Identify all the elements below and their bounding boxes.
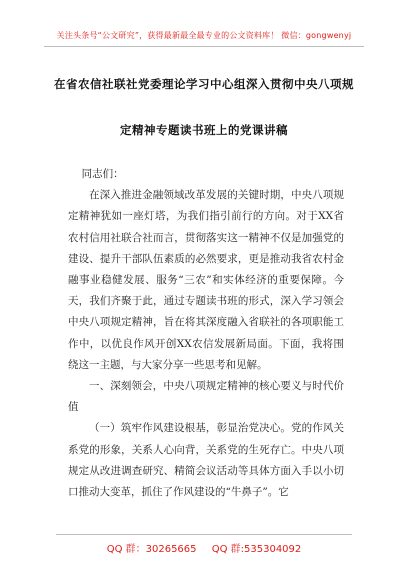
header-divider (44, 46, 364, 47)
footer-divider (56, 534, 352, 535)
document-title-line-2: 定精神专题读书班上的党课讲稿 (120, 123, 288, 137)
document-title-line-1: 在省农信社联社党委理论学习中心组深入贯彻中央八项规 (54, 77, 354, 91)
section-heading: 一、深刻领会，中央八项规定精神的核心要义与时代价值 (68, 380, 344, 414)
paragraph: 在深入推进金融领域改革发展的关键时期，中央八项规定精神犹如一座灯塔，为我们指引前行的方向。对于XX省农村信用社联合社而言，贯彻落实这一精神不仅是加强党的建设、提升干部队伍素质的必然要求，更是推动我省农村金融事业稳健发展、服务“三农”和实体经济的重要保障。今天，我们齐聚于此，通过专题读书班的形式，深入学习领会中央八项规定精神，旨在将其深度融入省联社的各项职能工作中，以优良作风开创XX农信发展新局面。下面，我将围绕这一主题，与大家分享一些思考和见解。 (68, 189, 344, 371)
salutation: 同志们： (81, 168, 124, 180)
footer-qq-group-2: QQ 群:535304092 (211, 544, 302, 555)
document-body (68, 164, 344, 503)
footer (0, 540, 408, 555)
paragraph: （一）筑牢作风建设根基，彰显治党决心。党的作风关系党的形象，关系人心向背，关系党的生死存亡。中央八项规定从改进调查研究、精简会议活动等具体方面入手以小切口推动大变革，抓住了作风建设的“牛鼻子”。它 (68, 422, 344, 499)
footer-qq-group-1: QQ 群：30265665 (106, 544, 197, 555)
header-banner: 关注头条号“公文研究”，获得最新最全最专业的公文资料库！ 微信：gongwenyj (56, 31, 352, 40)
